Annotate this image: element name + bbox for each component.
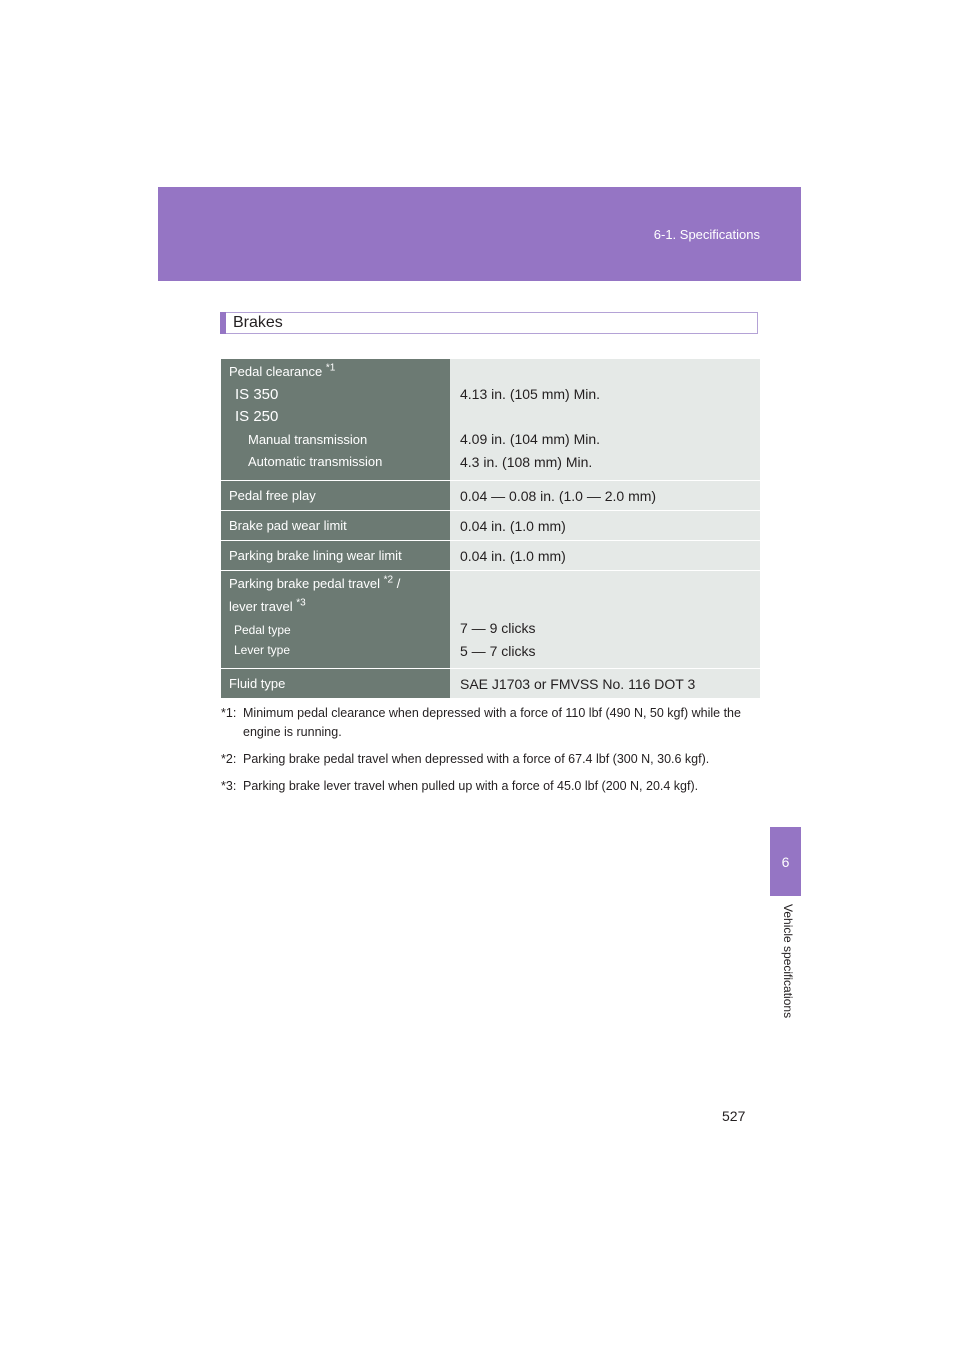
manual-transmission-label: Manual transmission — [248, 432, 368, 447]
model-is350: IS 350 — [235, 386, 279, 403]
is350-clearance-value: 4.13 in. (105 mm) Min. — [460, 386, 601, 402]
row-value: 0.04 in. (1.0 mm) — [450, 541, 760, 570]
table-row-pedal-clearance — [221, 359, 760, 481]
footnote-text: Minimum pedal clearance when depressed with a force of 110 lbf (490 N, 50 kgf) while the engine is running. — [243, 706, 741, 739]
row-value: SAE J1703 or FMVSS No. 116 DOT 3 — [450, 669, 760, 698]
row-label: Pedal free play — [221, 481, 450, 510]
label-separator: / — [396, 576, 401, 591]
footnote-ref: *1 — [325, 362, 336, 374]
row-value: 0.04 in. (1.0 mm) — [450, 511, 760, 540]
footnote-mark: *1: — [221, 706, 237, 720]
pedal-clearance-label: Pedal clearance — [229, 364, 323, 379]
footnote — [221, 777, 757, 796]
footnote — [221, 750, 757, 769]
row-value — [450, 571, 760, 668]
parking-travel-label: Parking brake pedal travel — [229, 576, 381, 591]
footnote-mark: *2: — [221, 752, 237, 766]
lever-type-value: 5 — 7 clicks — [460, 643, 536, 659]
table-row-pedal-free-play — [221, 481, 760, 511]
row-label: Fluid type — [221, 669, 450, 698]
footnote-ref: *3 — [296, 597, 306, 609]
section-title: Brakes — [233, 314, 283, 331]
pedal-type-value: 7 — 9 clicks — [460, 620, 536, 636]
pedal-type-label: Pedal type — [234, 623, 291, 637]
row-label: Parking brake lining wear limit — [221, 541, 450, 570]
footnote-ref: *2 — [383, 574, 394, 586]
row-value: 0.04 — 0.08 in. (1.0 — 2.0 mm) — [450, 481, 760, 510]
chapter-header-band — [158, 187, 801, 281]
footnote-text: Parking brake lever travel when pulled up with a force of 45.0 lbf (200 N, 20.4 kgf). — [243, 779, 699, 793]
footnote — [221, 704, 757, 742]
row-label: Brake pad wear limit — [221, 511, 450, 540]
automatic-clearance-value: 4.3 in. (108 mm) Min. — [460, 454, 593, 470]
footnote-text: Parking brake pedal travel when depressed with a force of 67.4 lbf (300 N, 30.6 kgf). — [243, 752, 710, 766]
brake-spec-table — [221, 359, 760, 698]
table-row-fluid-type — [221, 669, 760, 698]
lever-type-label: Lever type — [234, 643, 291, 657]
manual-clearance-value: 4.09 in. (104 mm) Min. — [460, 431, 601, 447]
footnotes — [221, 704, 757, 804]
chapter-tab-number: 6 — [781, 853, 790, 870]
section-heading-accent — [220, 312, 226, 334]
footnote-mark: *3: — [221, 779, 237, 793]
table-row-parking-lining-wear — [221, 541, 760, 571]
row-value — [450, 359, 760, 480]
section-header-title: 6-1. Specifications — [653, 227, 760, 242]
automatic-transmission-label: Automatic transmission — [248, 454, 383, 469]
lever-travel-label: lever travel — [229, 599, 293, 614]
table-row-brake-pad-wear — [221, 511, 760, 541]
chapter-side-label: Vehicle specifications — [781, 904, 795, 1019]
row-label — [221, 359, 450, 480]
chapter-tab[interactable] — [770, 827, 801, 896]
page-number: 527 — [722, 1108, 746, 1124]
model-is250: IS 250 — [235, 408, 279, 425]
row-label — [221, 571, 450, 668]
section-heading — [220, 312, 758, 334]
table-row-parking-travel — [221, 571, 760, 669]
